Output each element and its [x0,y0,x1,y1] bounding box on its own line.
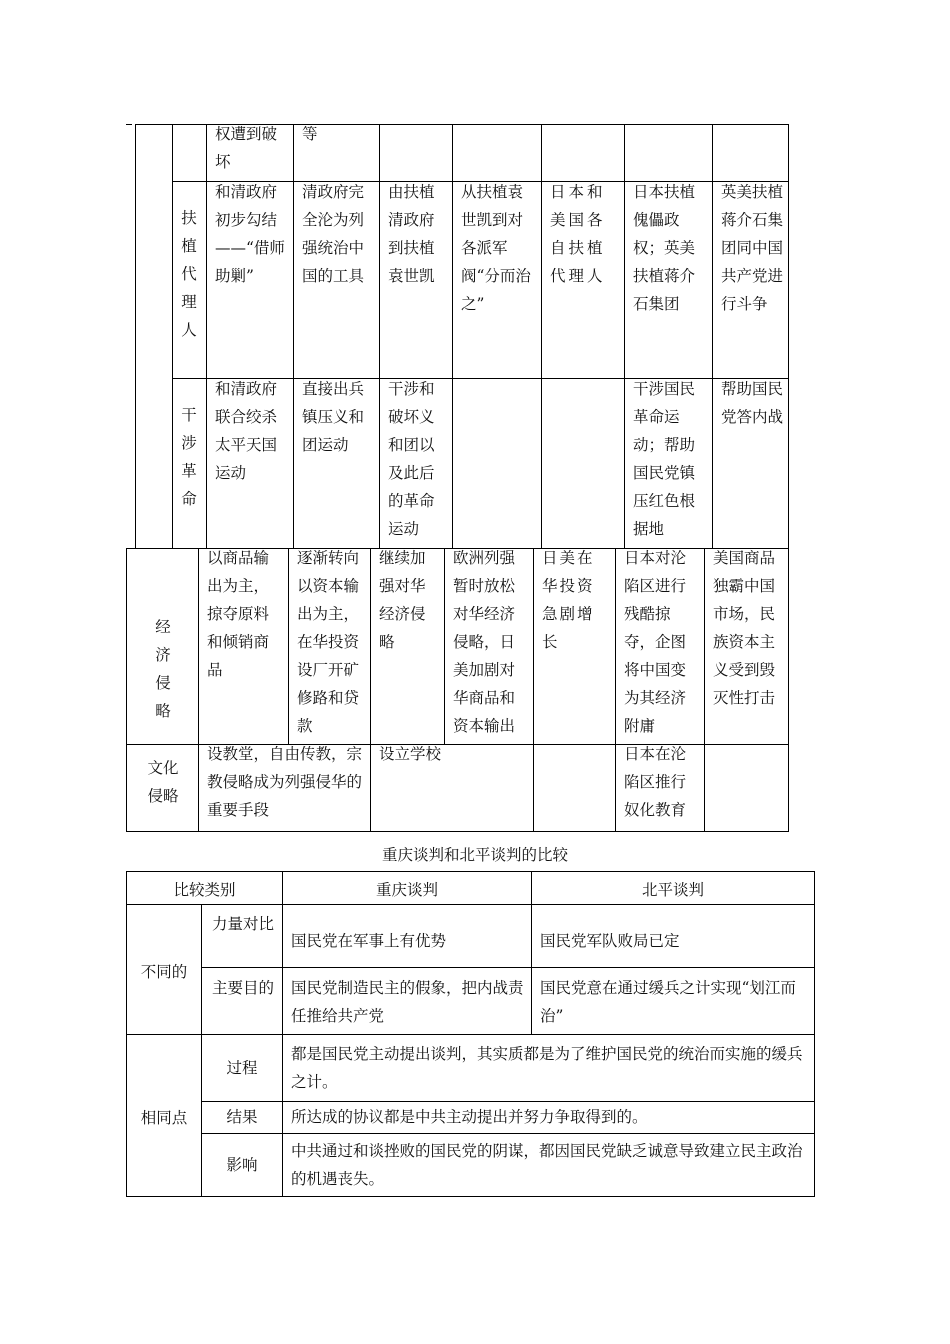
t2-header-category: 比较类别 [173,881,236,899]
t1-econ-c5: 日美在华投资急剧增长 [542,549,595,651]
t2-same-impact-text: 中共通过和谈挫败的国民党的阴谋，都因国民党缺乏诚意导致建立民主政治的机遇丧失。 [291,1142,803,1188]
t1-puppet-label: 扶植代理人 [181,209,197,339]
table2-title: 重庆谈判和北平谈判的比较 [381,846,568,864]
t2-header-chongqing: 重庆谈判 [375,881,438,899]
t1-culture-c2: 设立学校 [379,745,442,763]
t1-puppet-c4: 从扶植袁世凯到对各派军阀“分而治之” [461,183,531,313]
t2-header-beiping: 北平谈判 [641,881,704,899]
t1-interfere-c3: 干涉和破坏义和团以及此后的革命运动 [388,380,435,538]
t1-culture-c4: 日本在沦陷区推行奴化教育 [624,745,687,819]
t1-interfere-c4 [453,375,541,547]
t2-same-result-text: 所达成的协议都是中共主动提出并努力争取得到的。 [291,1108,648,1126]
t1-interfere-label: 干涉革命 [181,406,197,508]
t1-econ-c7: 美国商品独霸中国市场，民族资本主义受到毁灭性打击 [713,549,776,707]
t1-interfere-c1: 和清政府联合绞杀太平天国运动 [215,380,278,482]
t1-econ-label: 经济侵略 [155,618,171,720]
t1-interfere-c2: 直接出兵镇压义和团运动 [302,380,365,454]
t1-econ-c3: 继续加强对华经济侵略 [379,549,426,651]
t1-econ-c4: 欧洲列强暂时放松对华经济侵略，日美加剧对华商品和资本输出 [453,549,516,735]
t2-same-impact-label: 影响 [226,1156,258,1174]
t2-diff-label: 不同的 [140,963,188,981]
t2-diff-row2-beiping: 国民党意在通过缓兵之计实现“划江而治” [540,979,796,1025]
t1-row0-col2: 等 [302,125,318,143]
t1-puppet-c1: 和清政府初步勾结——“借师助剿” [215,183,285,285]
t2-diff-row1-beiping: 国民党军队败局已定 [540,932,680,950]
t2-diff-row2-label: 主要目的 [212,979,275,997]
t1-econ-c2: 逐渐转向以资本输出为主，在华投资设厂开矿修路和贷款 [297,549,360,735]
t1-culture-c5 [705,740,788,831]
t1-econ-c6: 日本对沦陷区进行残酷掠夺，企图将中国变为其经济附庸 [624,549,687,735]
t2-same-process-text: 都是国民党主动提出谈判，其实质都是为了维护国民党的统治而实施的缓兵之计。 [291,1045,803,1091]
t1-econ-c1: 以商品输出为主，掠夺原料和倾销商品 [207,549,270,679]
t1-puppet-c5: 日本和美国各自扶植代理人 [550,183,606,285]
t1-culture-c3 [534,740,615,831]
t2-diff-row1-chongqing: 国民党在军事上有优势 [291,932,447,950]
t2-same-label: 相同点 [140,1109,188,1127]
t2-same-result-label: 结果 [226,1108,258,1126]
t1-puppet-c7: 英美扶植蒋介石集团同中国共产党进行斗争 [721,183,784,313]
t2-same-process-label: 过程 [226,1059,258,1077]
t1-puppet-c6: 日本扶植傀儡政权；英美扶植蒋介石集团 [633,183,696,313]
t1-interfere-c6: 干涉国民革命运动；帮助国民党镇压红色根据地 [633,380,696,538]
t1-culture-label: 文化侵略 [147,759,179,805]
t1-interfere-c5 [542,375,624,547]
t1-interfere-c7: 帮助国民党答内战 [721,380,784,426]
t2-diff-row2-chongqing: 国民党制造民主的假象，把内战责任推给共产党 [291,979,524,1025]
t1-puppet-c2: 清政府完全沦为列强统治中国的工具 [302,183,365,285]
t1-row0-col1: 权遭到破坏 [215,125,278,171]
t1-culture-c1: 设教堂，自由传教，宗教侵略成为列强侵华的重要手段 [207,745,363,819]
t1-puppet-c3: 由扶植清政府到扶植袁世凯 [388,183,435,285]
t2-diff-row1-label: 力量对比 [212,915,275,933]
